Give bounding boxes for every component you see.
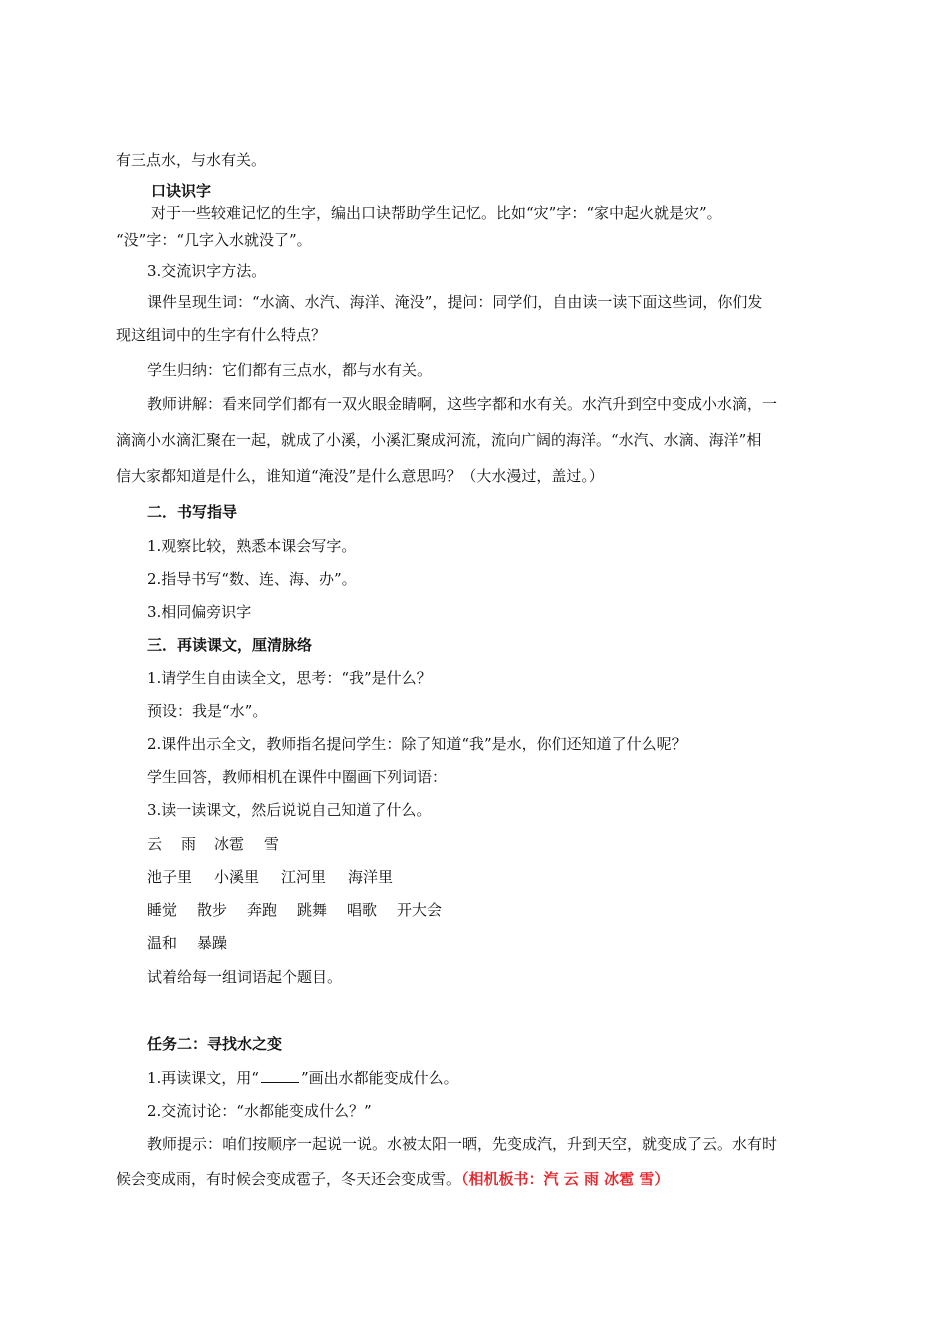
- word: 海洋里: [348, 868, 394, 886]
- text-line: 1.请学生自由读全文，思考：“我”是什么？: [147, 669, 432, 687]
- word: 跳舞: [297, 901, 328, 919]
- text-line: 学生归纳：它们都有三点水，都与水有关。: [147, 361, 433, 379]
- text-segment: 1.再读课文，用“: [147, 1069, 259, 1087]
- word: 温和: [147, 934, 178, 952]
- word: 暴躁: [197, 934, 228, 952]
- text-line: 3.相同偏旁识字: [147, 603, 252, 621]
- text-segment: ”画出水都能变成什么。: [300, 1069, 459, 1087]
- word: 冰雹: [214, 835, 245, 853]
- section-heading-writing: 二．书写指导: [147, 503, 238, 521]
- text-line: [116, 1169, 669, 1189]
- subheading-mnemonic: 口诀识字: [151, 182, 212, 200]
- text-line: 3.读一读课文，然后说说自己知道了什么。: [147, 801, 432, 819]
- text-line: 试着给每一组词语起个题目。: [147, 968, 343, 986]
- text-line: 2.交流讨论：“水都能变成什么？”: [147, 1102, 372, 1120]
- text-line: 信大家都知道是什么，谁知道“淹没”是什么意思吗？（大水漫过，盖过。）: [116, 467, 604, 485]
- underline-blank: [261, 1069, 299, 1083]
- text-line: 预设：我是“水”。: [147, 702, 268, 720]
- text-line: 教师讲解：看来同学们都有一双火眼金睛啊，这些字都和水有关。水汽升到空中变成小水滴，一: [147, 395, 778, 413]
- text-line: 滴滴小水滴汇聚在一起，就成了小溪，小溪汇聚成河流，流向广阔的海洋。“水汽、水滴、海洋”相: [116, 431, 762, 449]
- section-heading-reread: 三．再读课文，厘清脉络: [147, 636, 313, 654]
- text-line: 现这组词中的生字有什么特点？: [116, 326, 327, 344]
- text-line: 学生回答，教师相机在课件中圈画下列词语：: [147, 768, 448, 786]
- word: 小溪里: [214, 868, 260, 886]
- word: 奔跑: [247, 901, 278, 919]
- word: 雨: [181, 835, 197, 853]
- word-group-weather: [147, 834, 279, 854]
- text-line: 课件呈现生词：“水滴、水汽、海洋、淹没”，提问：同学们，自由读一读下面这些词，你们发: [147, 293, 763, 311]
- text-line: 1.观察比较，熟悉本课会写字。: [147, 537, 357, 555]
- word-group-temper: [147, 933, 227, 953]
- text-segment: 候会变成雨，有时候会变成雹子，冬天还会变成雪。: [116, 1170, 462, 1188]
- text-line: 教师提示：咱们按顺序一起说一说。水被太阳一晒，先变成汽，升到天空，就变成了云。水有时: [147, 1135, 778, 1153]
- word: 开大会: [397, 901, 443, 919]
- text-line: 对于一些较难记忆的生字，编出口诀帮助学生记忆。比如“灾”字：“家中起火就是灾”。: [151, 204, 722, 222]
- board-note-red: （相机板书：汽 云 雨 冰雹 雪）: [461, 1170, 670, 1188]
- word: 睡觉: [147, 901, 178, 919]
- word: 雪: [264, 835, 280, 853]
- text-line: [147, 1068, 459, 1088]
- task-heading: 任务二：寻找水之变: [147, 1035, 283, 1053]
- word: 云: [147, 835, 163, 853]
- word-group-places: [147, 867, 393, 887]
- word: 池子里: [147, 868, 193, 886]
- word: 唱歌: [347, 901, 378, 919]
- word-group-actions: [147, 900, 442, 920]
- text-line: 2.指导书写“数、连、海、办”。: [147, 570, 357, 588]
- text-line: 3.交流识字方法。: [147, 262, 267, 280]
- text-line: “没”字：“几字入水就没了”。: [116, 231, 312, 249]
- text-line: 有三点水，与水有关。: [116, 151, 267, 169]
- word: 散步: [197, 901, 228, 919]
- text-line: 2.课件出示全文，教师指名提问学生：除了知道“我”是水，你们还知道了什么呢？: [147, 735, 687, 753]
- word: 江河里: [281, 868, 327, 886]
